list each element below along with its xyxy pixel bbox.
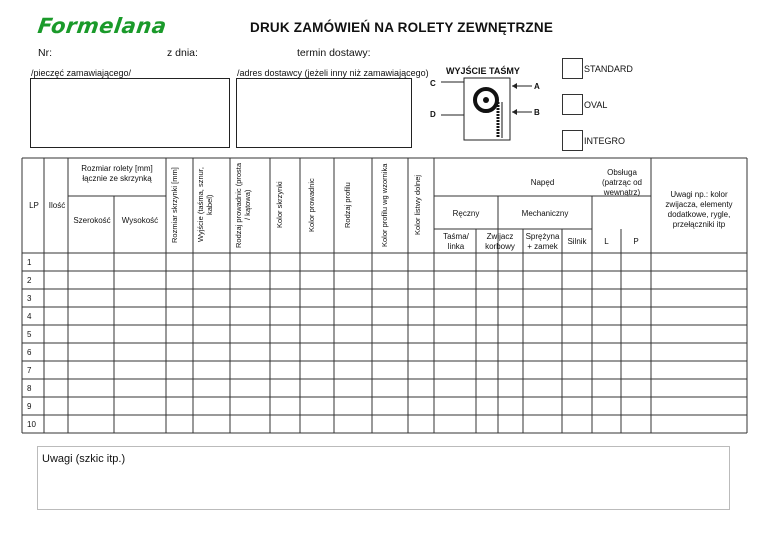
col-crank: Zwijacz korbowy	[485, 232, 515, 251]
row-number: 2	[27, 276, 32, 285]
col-tape: Taśma/ linka	[443, 232, 469, 251]
row-number: 7	[27, 366, 32, 375]
col-profile-type: Rodzaj profilu	[343, 182, 352, 228]
row-number: 9	[27, 402, 32, 411]
diagram-label-c: C	[430, 79, 436, 88]
stamp-label: /pieczęć zamawiającego/	[31, 68, 132, 78]
col-mechanical: Mechaniczny	[521, 209, 569, 218]
col-manual: Ręczny	[452, 209, 480, 218]
order-date-label: z dnia:	[167, 47, 198, 59]
col-qty: Ilość	[48, 201, 66, 210]
diagram-title: WYJŚCIE TAŚMY	[446, 66, 520, 76]
col-lp: LP	[29, 201, 39, 210]
page-title: DRUK ZAMÓWIEŃ NA ROLETY ZEWNĘTRZNE	[250, 20, 554, 35]
address-label: /adres dostawcy (jeżeli inny niż zamawiającego)	[237, 68, 429, 78]
col-size-group: Rozmiar rolety [mm] łącznie ze skrzynką	[81, 164, 153, 183]
col-service: Obsługa (patrząc od wewnątrz)	[601, 168, 643, 197]
col-guide-type: Rodzaj prowadnic (prosta / kątowa)	[234, 162, 252, 248]
row-number: 8	[27, 384, 32, 393]
col-left: L	[604, 237, 609, 246]
delivery-date-label: termin dostawy:	[297, 47, 371, 59]
diagram-label-d: D	[430, 110, 436, 119]
remarks-label: Uwagi (szkic itp.)	[42, 453, 126, 465]
row-number: 1	[27, 258, 32, 267]
diagram-label-a: A	[534, 82, 540, 91]
col-notes: Uwagi np.: kolor zwijacza, elementy dodatkowe, rygle, przełączniki itp	[665, 190, 733, 229]
row-number: 4	[27, 312, 32, 321]
col-spring: Sprężyna + zamek	[525, 232, 560, 251]
col-exit: Wyjście (taśma, sznur, kabel)	[196, 167, 214, 243]
option-oval-label: OVAL	[584, 100, 608, 110]
col-bottom-color: Kolor listwy dolnej	[413, 174, 422, 236]
row-number: 5	[27, 330, 32, 339]
company-logo: Formelana	[36, 14, 169, 38]
remarks-box[interactable]	[37, 446, 730, 510]
row-number: 3	[27, 294, 32, 303]
col-guide-color: Kolor prowadnic	[307, 178, 316, 232]
col-box-size: Rozmiar skrzynki [mm]	[170, 167, 179, 243]
col-drive: Napęd	[530, 178, 555, 187]
order-number-label: Nr:	[38, 47, 52, 59]
option-integro-label: INTEGRO	[584, 136, 626, 146]
col-width: Szerokość	[73, 216, 111, 225]
row-number: 10	[27, 420, 36, 429]
col-profile-color: Kolor profilu wg wzornika	[380, 163, 389, 247]
col-motor: Silnik	[567, 237, 587, 246]
row-number: 6	[27, 348, 32, 357]
col-box-color: Kolor skrzynki	[275, 181, 284, 229]
col-right: P	[633, 237, 639, 246]
diagram-label-b: B	[534, 108, 540, 117]
option-standard-label: STANDARD	[584, 64, 633, 74]
col-height: Wysokość	[121, 216, 159, 225]
